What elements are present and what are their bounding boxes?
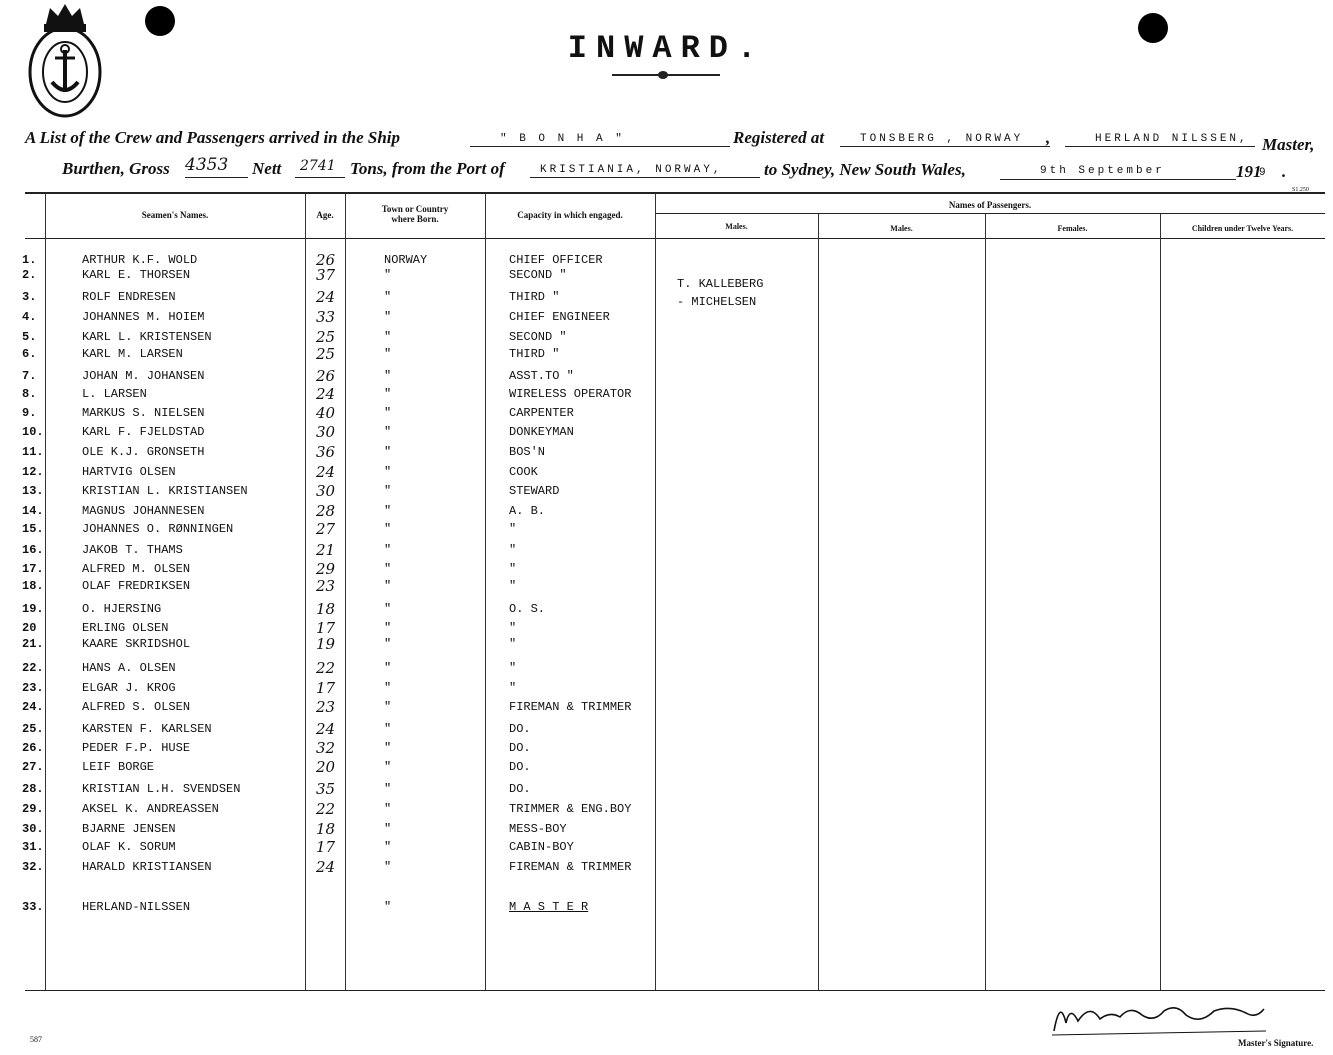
seaman-name: KRISTIAN L. KRISTIANSEN bbox=[82, 484, 248, 498]
seaman-name: BJARNE JENSEN bbox=[82, 822, 176, 836]
gross-tons: 4353 bbox=[185, 155, 229, 175]
seaman-name: ELGAR J. KROG bbox=[82, 681, 176, 695]
capacity: " bbox=[509, 522, 517, 536]
seaman-age: 24 bbox=[316, 385, 336, 403]
seaman-age: 29 bbox=[316, 560, 336, 578]
capacity: CHIEF ENGINEER bbox=[509, 310, 610, 324]
birthplace: " bbox=[384, 347, 392, 361]
burthen-label: Burthen, Gross bbox=[62, 159, 170, 178]
capacity: O. S. bbox=[509, 602, 546, 616]
seaman-age: 25 bbox=[316, 345, 336, 363]
col-header-females: Females. bbox=[1057, 224, 1088, 233]
seaman-name: ERLING OLSEN bbox=[82, 621, 169, 635]
seaman-name: OLAF FREDRIKSEN bbox=[82, 579, 191, 593]
row-number: 5. bbox=[22, 330, 37, 344]
birthplace: " bbox=[384, 406, 392, 420]
arrival-date: 9th September bbox=[1040, 165, 1165, 177]
capacity: STEWARD bbox=[509, 484, 560, 498]
capacity: DONKEYMAN bbox=[509, 425, 574, 439]
birthplace: " bbox=[384, 465, 392, 479]
birthplace: " bbox=[384, 637, 392, 651]
birthplace: " bbox=[384, 900, 392, 914]
seaman-name: JOHANNES M. HOIEM bbox=[82, 310, 205, 324]
nett-label: Nett bbox=[252, 159, 282, 178]
row-number: 30. bbox=[22, 822, 44, 836]
seaman-name: JAKOB T. THAMS bbox=[82, 543, 183, 557]
birthplace: " bbox=[384, 860, 392, 874]
col-divider-males1 bbox=[818, 214, 819, 990]
seaman-name: OLE K.J. GRONSETH bbox=[82, 445, 205, 459]
capacity: TRIMMER & ENG.BOY bbox=[509, 802, 632, 816]
capacity: M A S T E R bbox=[509, 900, 589, 914]
seaman-age: 23 bbox=[316, 577, 336, 595]
col-divider-capacity bbox=[655, 193, 656, 990]
seaman-age: 25 bbox=[316, 328, 336, 346]
seaman-name: JOHANNES O. RØNNINGEN bbox=[82, 522, 234, 536]
row-number: 23. bbox=[22, 681, 44, 695]
birthplace: " bbox=[384, 522, 392, 536]
seaman-age: 24 bbox=[316, 288, 336, 306]
row-number: 7. bbox=[22, 369, 37, 383]
registered-comma: , bbox=[1046, 128, 1051, 147]
birthplace: " bbox=[384, 387, 392, 401]
master-signature bbox=[1050, 993, 1270, 1046]
col-divider-number bbox=[45, 193, 46, 990]
year-suffix: 9 bbox=[1259, 167, 1269, 179]
row-number: 17. bbox=[22, 562, 44, 576]
seaman-age: 18 bbox=[316, 600, 336, 618]
seaman-age: 26 bbox=[316, 367, 336, 385]
seaman-age: 30 bbox=[316, 423, 336, 441]
row-number: 21. bbox=[22, 637, 44, 651]
header-period: . bbox=[1282, 162, 1287, 181]
capacity: " bbox=[509, 661, 517, 675]
birthplace: " bbox=[384, 822, 392, 836]
seaman-name: OLAF K. SORUM bbox=[82, 840, 176, 854]
row-number: 13. bbox=[22, 484, 44, 498]
seaman-age: 23 bbox=[316, 698, 336, 716]
seaman-age: 17 bbox=[316, 838, 336, 856]
capacity: " bbox=[509, 543, 517, 557]
corner-code: S1.250 bbox=[1292, 187, 1309, 193]
row-number: 2. bbox=[22, 268, 37, 282]
master-name: HERLAND NILSSEN, bbox=[1095, 133, 1249, 145]
row-number: 12. bbox=[22, 465, 44, 479]
row-number: 1. bbox=[22, 253, 37, 267]
row-number: 16. bbox=[22, 543, 44, 557]
capacity: FIREMAN & TRIMMER bbox=[509, 860, 632, 874]
capacity: ASST.TO " bbox=[509, 369, 574, 383]
seaman-name: KARL M. LARSEN bbox=[82, 347, 183, 361]
row-number: 14. bbox=[22, 504, 44, 518]
master-label: Master, bbox=[1262, 135, 1315, 154]
capacity: SECOND " bbox=[509, 330, 567, 344]
row-number: 4. bbox=[22, 310, 37, 324]
table-top-rule bbox=[25, 192, 1325, 194]
passenger-name: - MICHELSEN bbox=[677, 295, 757, 309]
row-number: 6. bbox=[22, 347, 37, 361]
seaman-name: ARTHUR K.F. WOLD bbox=[82, 253, 198, 267]
seaman-name: HERLAND-NILSSEN bbox=[82, 900, 191, 914]
birthplace: " bbox=[384, 782, 392, 796]
capacity: MESS-BOY bbox=[509, 822, 567, 836]
seaman-name: MAGNUS JOHANNESEN bbox=[82, 504, 205, 518]
birthplace: " bbox=[384, 579, 392, 593]
col-divider-town bbox=[485, 193, 486, 990]
from-port: KRISTIANIA, NORWAY, bbox=[540, 164, 723, 176]
ship-name: " B O N H A " bbox=[500, 133, 625, 145]
row-number: 10. bbox=[22, 425, 44, 439]
birthplace: " bbox=[384, 310, 392, 324]
capacity: COOK bbox=[509, 465, 538, 479]
seaman-age: 37 bbox=[316, 266, 336, 284]
birthplace: " bbox=[384, 741, 392, 755]
capacity: " bbox=[509, 621, 517, 635]
seaman-age: 27 bbox=[316, 520, 336, 538]
col-divider-females bbox=[1160, 214, 1161, 990]
seaman-name: ALFRED S. OLSEN bbox=[82, 700, 191, 714]
seaman-age: 24 bbox=[316, 463, 336, 481]
seaman-name: L. LARSEN bbox=[82, 387, 147, 401]
passenger-header-rule bbox=[655, 213, 1325, 214]
seaman-name: LEIF BORGE bbox=[82, 760, 155, 774]
seaman-name: HARALD KRISTIANSEN bbox=[82, 860, 212, 874]
seaman-name: KARSTEN F. KARLSEN bbox=[82, 722, 212, 736]
col-divider-name bbox=[305, 193, 306, 990]
seaman-age: 36 bbox=[316, 443, 336, 461]
master-signature-label: Master's Signature. bbox=[1238, 1038, 1314, 1048]
capacity: A. B. bbox=[509, 504, 546, 518]
birthplace: " bbox=[384, 425, 392, 439]
seaman-age: 35 bbox=[316, 780, 336, 798]
birthplace: " bbox=[384, 543, 392, 557]
seaman-name: KARL F. FJELDSTAD bbox=[82, 425, 205, 439]
seaman-name: KARL L. KRISTENSEN bbox=[82, 330, 212, 344]
seaman-age: 20 bbox=[316, 758, 336, 776]
seaman-name: KRISTIAN L.H. SVENDSEN bbox=[82, 782, 241, 796]
row-number: 33. bbox=[22, 900, 44, 914]
birthplace: " bbox=[384, 562, 392, 576]
birthplace: " bbox=[384, 840, 392, 854]
registered-place: TONSBERG , NORWAY bbox=[860, 133, 1024, 145]
birthplace: " bbox=[384, 681, 392, 695]
seaman-name: ALFRED M. OLSEN bbox=[82, 562, 191, 576]
table-header-rule bbox=[25, 238, 1325, 239]
birthplace: " bbox=[384, 484, 392, 498]
row-number: 32. bbox=[22, 860, 44, 874]
capacity: SECOND " bbox=[509, 268, 567, 282]
birthplace: " bbox=[384, 802, 392, 816]
birthplace: " bbox=[384, 700, 392, 714]
form-number: 587 bbox=[30, 1035, 42, 1044]
seaman-age: 19 bbox=[316, 635, 336, 653]
seaman-age: 33 bbox=[316, 308, 336, 326]
capacity: THIRD " bbox=[509, 347, 560, 361]
row-number: 19. bbox=[22, 602, 44, 616]
row-number: 31. bbox=[22, 840, 44, 854]
row-number: 24. bbox=[22, 700, 44, 714]
capacity: " bbox=[509, 579, 517, 593]
col-header-age: Age. bbox=[316, 210, 334, 220]
seaman-name: MARKUS S. NIELSEN bbox=[82, 406, 205, 420]
registered-label: Registered at bbox=[733, 128, 825, 147]
seaman-name: KARL E. THORSEN bbox=[82, 268, 191, 282]
to-sydney-label: to Sydney, New South Wales, bbox=[764, 160, 966, 179]
from-port-label: Tons, from the Port of bbox=[350, 159, 505, 178]
seaman-age: 26 bbox=[316, 251, 336, 269]
seaman-name: PEDER F.P. HUSE bbox=[82, 741, 191, 755]
seaman-age: 32 bbox=[316, 739, 336, 757]
seaman-name: KAARE SKRIDSHOL bbox=[82, 637, 191, 651]
row-number: 22. bbox=[22, 661, 44, 675]
capacity: FIREMAN & TRIMMER bbox=[509, 700, 632, 714]
seaman-name: O. HJERSING bbox=[82, 602, 162, 616]
seaman-age: 22 bbox=[316, 800, 336, 818]
row-number: 28. bbox=[22, 782, 44, 796]
form-title: INWARD. bbox=[567, 30, 766, 67]
header-line1-text: A List of the Crew and Passengers arrived in the Ship bbox=[25, 128, 400, 147]
seaman-age: 17 bbox=[316, 679, 336, 697]
row-number: 3. bbox=[22, 290, 37, 304]
birthplace: NORWAY bbox=[384, 253, 428, 267]
seaman-age: 22 bbox=[316, 659, 336, 677]
row-number: 29. bbox=[22, 802, 44, 816]
col-divider-age bbox=[345, 193, 346, 990]
col-header-names: Seamen's Names. bbox=[141, 210, 209, 220]
seaman-name: HANS A. OLSEN bbox=[82, 661, 176, 675]
capacity: DO. bbox=[509, 741, 531, 755]
col-header-males-1: Males. bbox=[725, 222, 748, 231]
birthplace: " bbox=[384, 330, 392, 344]
capacity: CARPENTER bbox=[509, 406, 574, 420]
capacity: BOS'N bbox=[509, 445, 546, 459]
birthplace: " bbox=[384, 504, 392, 518]
row-number: 11. bbox=[22, 445, 44, 459]
capacity: THIRD " bbox=[509, 290, 560, 304]
birthplace: " bbox=[384, 661, 392, 675]
birthplace: " bbox=[384, 290, 392, 304]
seaman-name: HARTVIG OLSEN bbox=[82, 465, 176, 479]
birthplace: " bbox=[384, 268, 392, 282]
birthplace: " bbox=[384, 760, 392, 774]
row-number: 15. bbox=[22, 522, 44, 536]
col-divider-males2 bbox=[985, 214, 986, 990]
col-header-town: Town or Country where Born. bbox=[381, 204, 449, 224]
seaman-age: 17 bbox=[316, 619, 336, 637]
capacity: WIRELESS OPERATOR bbox=[509, 387, 632, 401]
seaman-name: ROLF ENDRESEN bbox=[82, 290, 176, 304]
row-number: 9. bbox=[22, 406, 37, 420]
row-number: 20 bbox=[22, 621, 37, 635]
seaman-age: 28 bbox=[316, 502, 336, 520]
seaman-name: JOHAN M. JOHANSEN bbox=[82, 369, 205, 383]
capacity: DO. bbox=[509, 722, 531, 736]
row-number: 26. bbox=[22, 741, 44, 755]
title-ornament bbox=[612, 74, 720, 76]
seaman-age: 18 bbox=[316, 820, 336, 838]
col-header-children: Children under Twelve Years. bbox=[1191, 224, 1294, 233]
seaman-age: 24 bbox=[316, 858, 336, 876]
row-number: 25. bbox=[22, 722, 44, 736]
seaman-age: 40 bbox=[316, 404, 336, 422]
capacity: CABIN-BOY bbox=[509, 840, 574, 854]
row-number: 27. bbox=[22, 760, 44, 774]
col-header-males-2: Males. bbox=[890, 224, 913, 233]
capacity: DO. bbox=[509, 760, 531, 774]
birthplace: " bbox=[384, 445, 392, 459]
birthplace: " bbox=[384, 621, 392, 635]
seaman-age: 30 bbox=[316, 482, 336, 500]
col-header-passengers: Names of Passengers. bbox=[948, 200, 1032, 210]
capacity: " bbox=[509, 637, 517, 651]
row-number: 8. bbox=[22, 387, 37, 401]
capacity: " bbox=[509, 681, 517, 695]
capacity: " bbox=[509, 562, 517, 576]
year-prefix: 191 bbox=[1236, 162, 1262, 181]
capacity: DO. bbox=[509, 782, 531, 796]
passenger-name: T. KALLEBERG bbox=[677, 277, 764, 291]
table-bottom-rule bbox=[25, 990, 1325, 991]
birthplace: " bbox=[384, 369, 392, 383]
birthplace: " bbox=[384, 602, 392, 616]
col-header-capacity: Capacity in which engaged. bbox=[517, 210, 623, 220]
seaman-name: AKSEL K. ANDREASSEN bbox=[82, 802, 219, 816]
seaman-age: 24 bbox=[316, 720, 336, 738]
capacity: CHIEF OFFICER bbox=[509, 253, 603, 267]
nett-tons: 2741 bbox=[300, 158, 336, 174]
birthplace: " bbox=[384, 722, 392, 736]
seaman-age: 21 bbox=[316, 541, 336, 559]
row-number: 18. bbox=[22, 579, 44, 593]
